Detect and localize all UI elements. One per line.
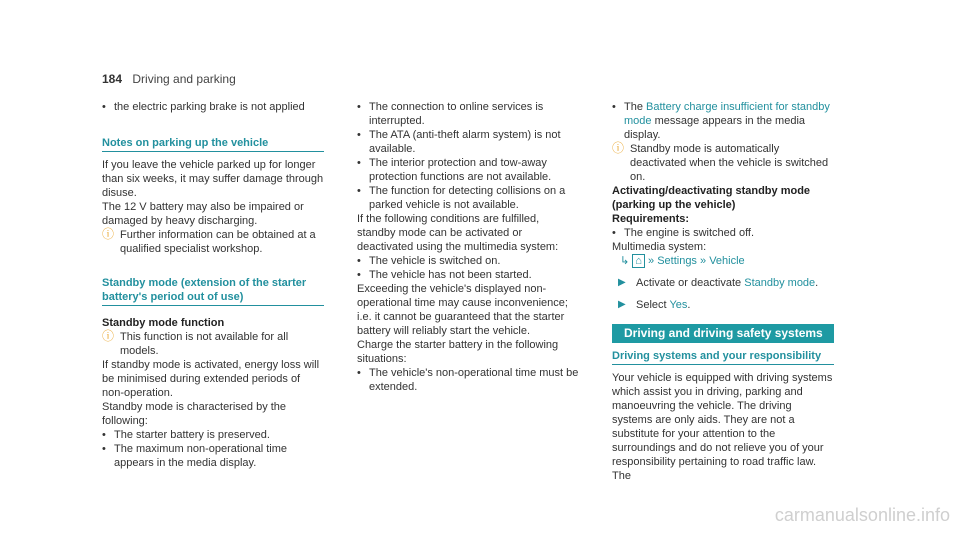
list-item: • The Battery charge insufficient for standby mode message appears in the media display. <box>612 100 834 142</box>
page-number: 184 <box>102 72 123 86</box>
info-note: ⓘ This function is not available for all models. <box>102 329 289 357</box>
play-triangle-icon: ▶ <box>618 299 626 310</box>
paragraph: Charge the starter battery in the following situations: <box>357 339 559 365</box>
column-right <box>612 100 834 483</box>
standby-mode-link[interactable]: Standby mode <box>744 277 816 289</box>
list-item: • The interior protection and tow-away protection functions are not available. <box>357 156 579 184</box>
play-triangle-icon: ▶ <box>618 277 626 288</box>
list-item: • the electric parking brake is not applied <box>102 100 324 114</box>
paragraph: If you leave the vehicle parked up for longer than six weeks, it may suffer damage through disuse. <box>102 159 324 199</box>
list-item: • The vehicle's non-operational time must be extended. <box>357 366 579 394</box>
info-icon: ⓘ <box>612 141 625 155</box>
chapter-banner: Driving and driving safety systems <box>612 324 834 343</box>
list-item: • The vehicle is switched on. <box>357 254 579 268</box>
info-note: ⓘ Further information can be obtained at a qualified specialist workshop. <box>102 227 316 255</box>
list-item: • The connection to online services is interrupted. <box>357 100 579 128</box>
paragraph: Multimedia system: <box>612 241 707 253</box>
instruction-step: ▶ Select Yes. <box>618 299 691 311</box>
list-item: • The maximum non-operational time appears in the media display. <box>102 442 324 470</box>
page-header <box>102 72 236 86</box>
menu-item-settings[interactable]: Settings <box>657 255 697 267</box>
list-item: • The vehicle has not been started. <box>357 268 579 282</box>
requirements-heading: Requirements: <box>612 213 690 225</box>
list-item: • The starter battery is preserved. <box>102 428 324 442</box>
paragraph: Exceeding the vehicle's displayed non-operational time may cause inconvenience; i.e. it cannot be guaranteed that the starter battery will reliably start the vehicle. <box>357 283 568 337</box>
list-item: • The function for detecting collisions on a parked vehicle is not available. <box>357 184 579 212</box>
home-icon[interactable]: ⌂ <box>632 254 645 268</box>
paragraph: If standby mode is activated, energy loss will be minimised during extended periods of non-operation. <box>102 359 320 399</box>
chevron-right-icon: » <box>648 255 655 267</box>
watermark: carmanualsonline.info <box>774 505 950 525</box>
list-item: • The ATA (anti-theft alarm system) is not available. <box>357 128 579 156</box>
chevron-right-icon: » <box>700 255 707 267</box>
message-link[interactable]: Battery charge insufficient for standby mode <box>624 101 830 127</box>
paragraph: The 12 V battery may also be impaired or damaged by heavy discharging. <box>102 201 304 227</box>
section-heading-standby: Standby mode (extension of the starter battery's period out of use) <box>102 276 324 306</box>
menu-path <box>612 254 834 268</box>
section-heading-systems: Driving systems and your responsibility <box>612 349 834 365</box>
column-middle <box>357 100 579 394</box>
section-heading-notes: Notes on parking up the vehicle <box>102 136 324 152</box>
subsection-heading: Standby mode function <box>102 317 225 329</box>
menu-item-vehicle[interactable]: Vehicle <box>709 255 745 267</box>
info-note: ⓘ Standby mode is automatically deactivated when the vehicle is switched on. <box>612 141 829 183</box>
info-icon: ⓘ <box>102 227 115 241</box>
yes-link[interactable]: Yes <box>669 299 688 311</box>
chapter-title: Driving and parking <box>132 72 236 86</box>
list-item: • The engine is switched off. <box>612 226 834 240</box>
instruction-step: ▶ Activate or deactivate Standby mode. <box>618 277 819 289</box>
column-left <box>102 100 324 470</box>
return-arrow-icon: ↳ <box>620 255 630 267</box>
paragraph: If the following conditions are fulfilled, standby mode can be activated or deactivated using the multimedia system: <box>357 213 559 253</box>
subsection-heading: Activating/deactivating standby mode (parking up the vehicle) <box>612 185 811 211</box>
info-icon: ⓘ <box>102 329 115 343</box>
paragraph: Standby mode is characterised by the following: <box>102 401 287 427</box>
paragraph: Your vehicle is equipped with driving systems which assist you in driving, parking and manoeuvring the vehicle. The driving systems are only aids. They are not a substitute for your attention to the surroundings and do not relieve you of your responsibility pertaining to road traffic law. The <box>612 372 833 482</box>
